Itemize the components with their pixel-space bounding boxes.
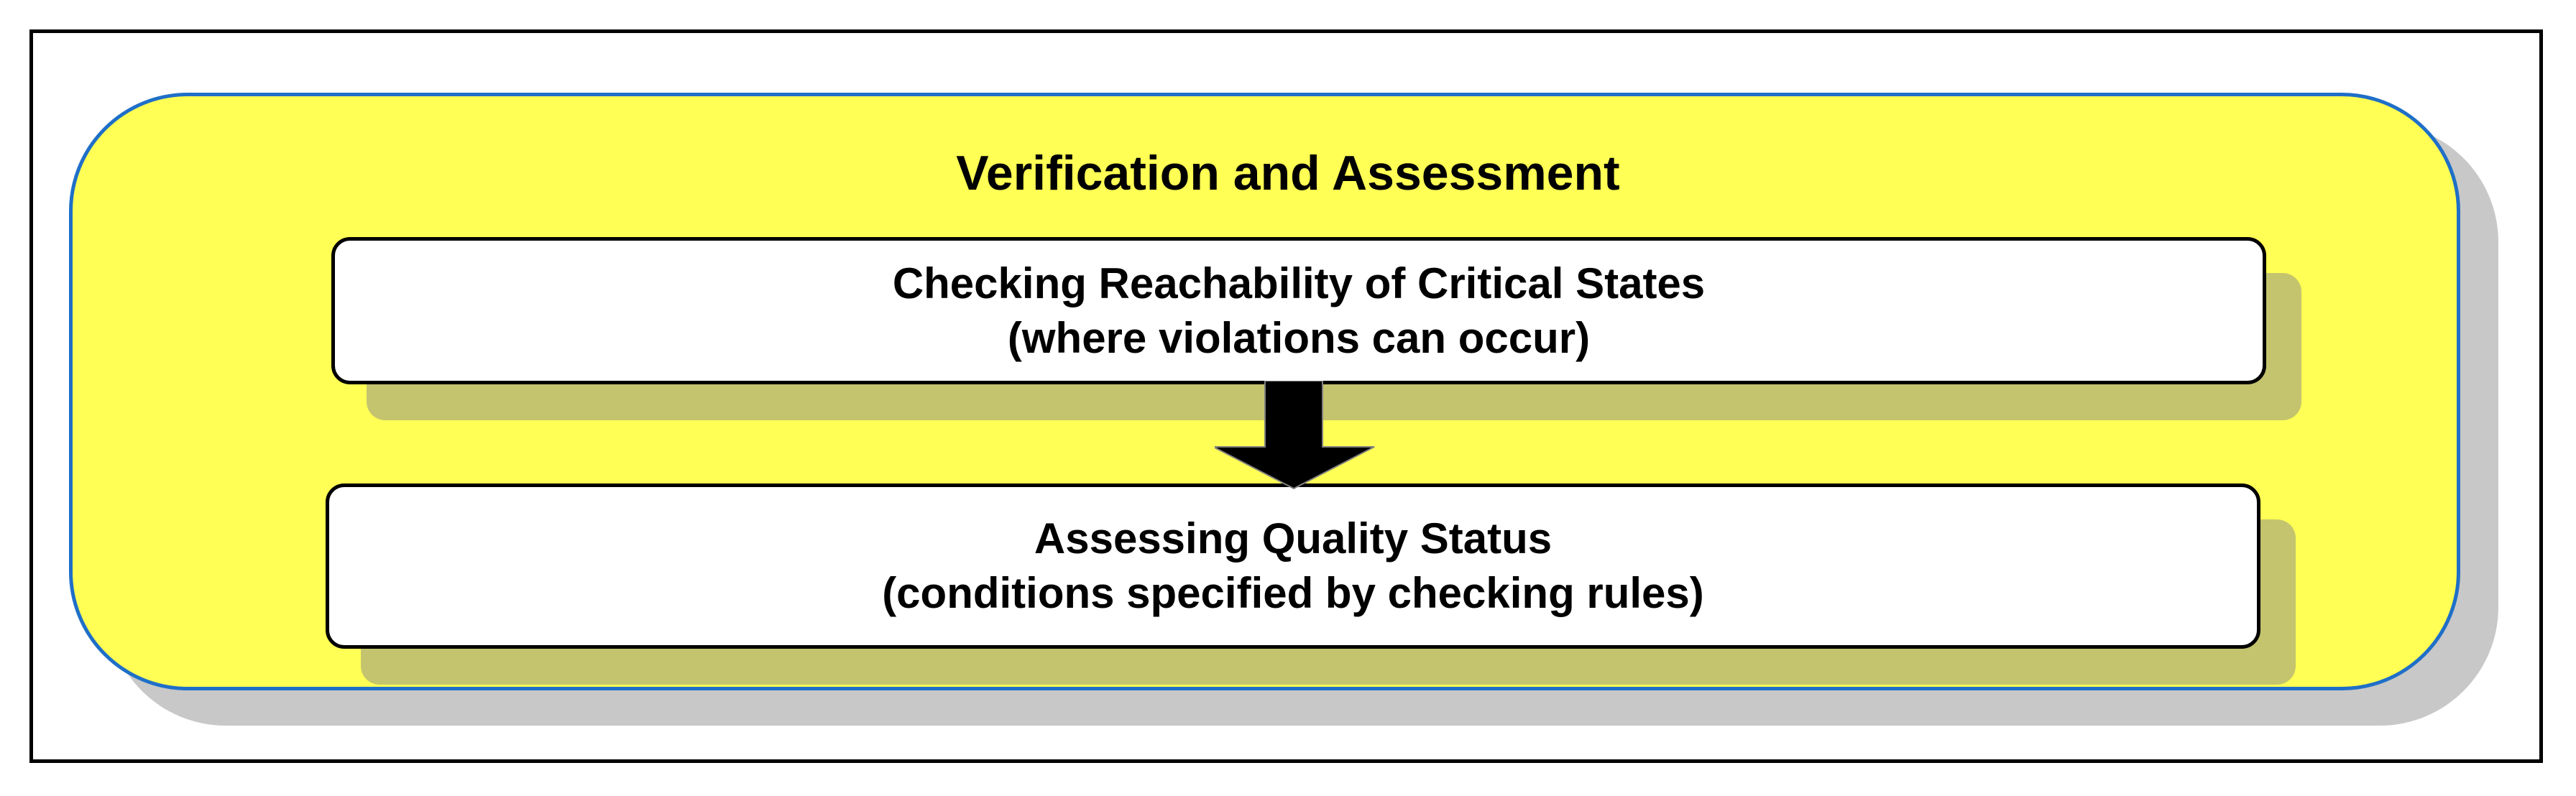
step-1-line-2: (where violations can occur) [1007, 313, 1591, 362]
step-2-line-1: Assessing Quality Status [1034, 514, 1552, 563]
step-2-box [326, 483, 2260, 649]
down-arrow-icon [1215, 381, 1380, 496]
step-1-line-1: Checking Reachability of Critical States [892, 259, 1706, 307]
step-1-box [331, 237, 2266, 384]
step-2-line-2: (conditions specified by checking rules) [882, 569, 1704, 617]
diagram-title: Verification and Assessment [956, 146, 1620, 200]
